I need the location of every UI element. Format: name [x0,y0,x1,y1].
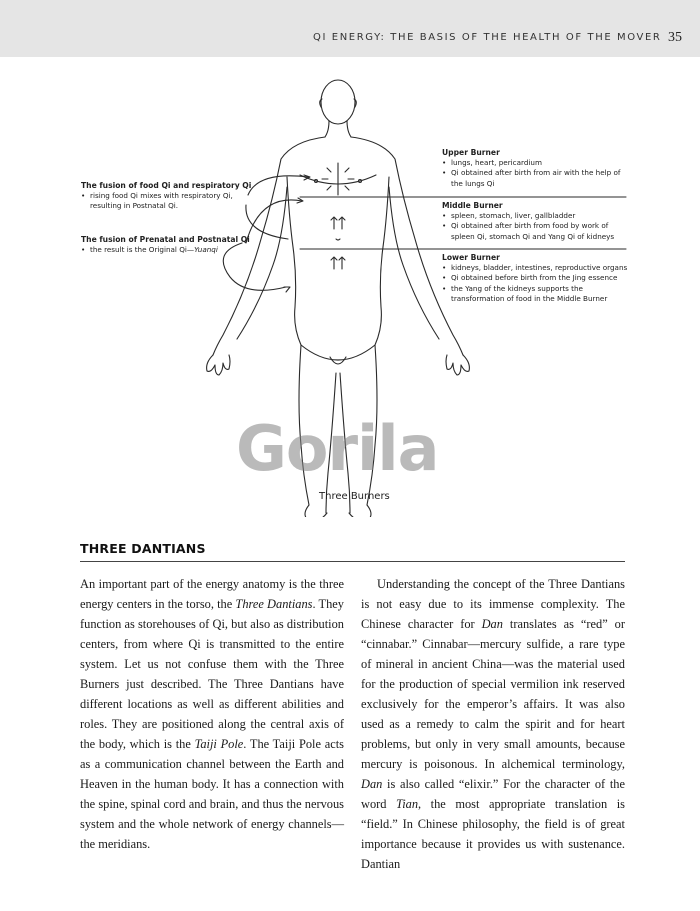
text-run: An important part of the energy anatomy is the three energy centers in the torso, the [80,577,344,611]
text-run: is also called “elixir.” For the character of the word [361,777,625,811]
paragraph [80,574,344,854]
section-title: THREE DANTIANS [80,541,206,556]
annotation-bullet: • Qi obtained after birth from air with the help of the lungs Qi [442,168,632,188]
text-run: . They function as storehouses of Qi, but also as distribution centers, from where Qi is transmitted to the entire system. Let us not confuse them with the Three Burners just described. The Three Dantians have different locations as well as different abilities and roles. They are positioned along the central axis of the body, which is the [80,597,344,751]
annotation-bullet: • the Yang of the kidneys supports the transformation of food in the Middle Burner [442,284,628,304]
three-dantians-term: Three Dantians [235,597,313,611]
taiji-pole-term: Taiji Pole [194,737,244,751]
annotation-bullet: • lungs, heart, pericardium [442,158,632,168]
watermark: Gorila [236,412,439,485]
annotation-bullet: • kidneys, bladder, intestines, reproductive organs [442,263,628,273]
section-rule [80,561,625,562]
body-column-left [80,574,344,854]
annotation-bullet: • rising food Qi mixes with respiratory Qi, resulting in Postnatal Qi. [81,191,256,211]
annotation-upper-burner [442,148,632,189]
annotation-fusion-prenatal-postnatal [81,235,251,255]
annotation-heading: Lower Burner [442,253,500,262]
dan-term: Dan [361,777,383,791]
annotation-heading: The fusion of Prenatal and Postnatal Qi [81,235,250,244]
body-column-right [361,574,625,874]
text-run: translates as “red” or “cinnabar.” Cinnabar—mercury sulfide, a rare type of mineral in ancient China—was the material used for the production of special vermilion ink reserved exclusively for the emperor’s affairs. It was also used as a remedy to calm the spirit and for heart problems, but only in very small amounts, because mercury is poisonous. In alchemical terminology, [361,617,625,771]
page-number: 35 [668,30,682,45]
text-run: . The Taiji Pole acts as a communication channel between the Earth and Heaven in the human body. It has a connection with the spine, spinal cord and brain, and thus the nervous system and the whole network of energy channels—the meridians. [80,737,344,851]
annotation-fusion-food-respiratory [81,181,256,212]
text-run: , the most appropriate translation is “field.” In Chinese philosophy, the field is of great importance because it provides us with sustenance. Dantian [361,797,625,871]
running-title: QI ENERGY: THE BASIS OF THE HEALTH OF THE MOVER [313,32,662,43]
annotation-bullet [81,245,251,255]
tian-term: Tian [396,797,419,811]
paragraph [361,574,625,874]
annotation-lower-burner [442,253,628,304]
dan-term: Dan [481,617,503,631]
yuanqi-term: Yuanqi [194,245,218,255]
annotation-bullet: • spleen, stomach, liver, gallbladder [442,211,632,221]
running-header [0,0,700,57]
annotation-middle-burner [442,201,632,242]
annotation-heading: Upper Burner [442,148,500,157]
text-run: Understanding the concept of the Three Dantians is not easy due to its immense complexity. The Chinese character for [361,577,625,631]
annotation-heading: Middle Burner [442,201,503,210]
annotation-bullet: • Qi obtained after birth from food by work of spleen Qi, stomach Qi and Yang Qi of kidneys [442,221,632,241]
figure-caption: Three Burners [319,491,390,502]
annotation-bullet-text: the result is the Original Qi— [90,245,195,255]
annotation-heading: The fusion of food Qi and respiratory Qi [81,181,252,190]
annotation-bullet: • Qi obtained before birth from the Jing essence [442,273,628,283]
